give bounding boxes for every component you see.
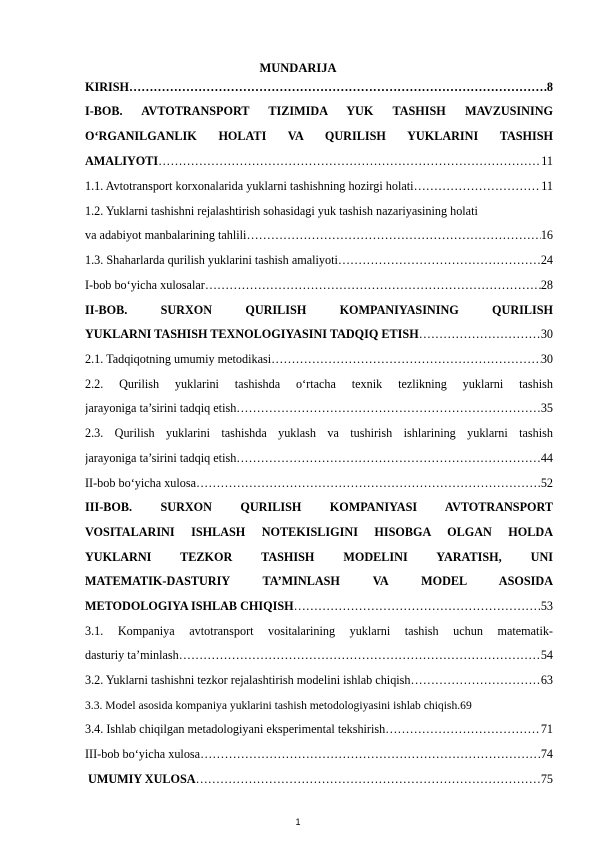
dot-leader	[414, 179, 542, 194]
toc-chapter-3-line-5[interactable]	[85, 599, 553, 614]
toc-entry-label: 3.3. Model asosida kompaniya yuklarini tashish metodologiyasini ishlab chiqish.	[85, 699, 461, 712]
toc-entry-label: jarayoniga ta’sirini tadqiq etish	[85, 451, 237, 465]
toc-section-3-4[interactable]	[85, 722, 553, 737]
toc-entry-label: III-bob bo‘yicha xulosa	[85, 747, 201, 761]
toc-page-number: 16	[540, 228, 553, 242]
toc-section-2-3-line-1[interactable]: 2.3. Qurilish yuklarini tashishda yuklash va tushirish ishlarining yuklarni tashish	[85, 426, 553, 440]
dot-leader	[129, 80, 547, 95]
dot-leader	[385, 722, 541, 737]
toc-section-1-2-line-1[interactable]: 1.2. Yuklarni tashishni rejalashtirish sohasidagi yuk tashish nazariyasining holati	[85, 204, 478, 218]
toc-conclusion-3[interactable]	[85, 747, 553, 762]
dot-leader	[200, 747, 541, 762]
footer-page-number: 1	[295, 817, 301, 827]
toc-page-number: 63	[540, 673, 553, 687]
toc-page-number: 8	[546, 80, 553, 94]
toc-entry-kirish[interactable]	[85, 80, 553, 95]
toc-page-number: 11	[541, 154, 553, 168]
toc-page-number: 52	[540, 476, 553, 490]
toc-entry-label: METODOLOGIYA ISHLAB CHIQISH	[85, 599, 294, 613]
toc-section-1-1[interactable]	[85, 179, 553, 194]
toc-chapter-1-line-2[interactable]: O‘RGANILGANLIK HOLATI VA QURILISH YUKLARINI TASHISH	[85, 129, 553, 143]
toc-entry-label: 1.3. Shaharlarda qurilish yuklarini tashish amaliyoti	[85, 253, 338, 267]
toc-chapter-3-line-1[interactable]: III-BOB. SURXON QURILISH KOMPANIYASI AVTOTRANSPORT	[85, 500, 553, 514]
toc-page-number: 54	[540, 648, 553, 662]
toc-entry-label: 2.1. Tadqiqotning umumiy metodikasi	[85, 352, 272, 366]
toc-page-number: 53	[540, 599, 553, 613]
toc-page-number: 28	[540, 278, 553, 292]
dot-leader	[196, 772, 541, 787]
toc-page-number: 74	[540, 747, 553, 761]
toc-section-3-3[interactable]	[85, 698, 553, 713]
toc-chapter-2-line-1[interactable]: II-BOB. SURXON QURILISH KOMPANIYASINING QURILISH	[85, 303, 553, 317]
dot-leader	[271, 352, 541, 367]
toc-page-number: 35	[540, 401, 553, 415]
toc-section-2-2-line-1[interactable]: 2.2. Qurilish yuklarini tashishda o‘rtacha texnik tezlikning yuklarni tashish	[85, 377, 553, 391]
toc-entry-label: dasturiy ta’minlash	[85, 648, 179, 662]
page-title: MUNDARIJA	[259, 61, 337, 75]
dot-leader	[411, 673, 541, 688]
toc-page-number: 30	[540, 327, 553, 341]
dot-leader	[196, 476, 541, 491]
dot-leader	[236, 451, 541, 466]
toc-section-3-2[interactable]	[85, 673, 553, 688]
toc-page-number: 44	[540, 451, 553, 465]
toc-section-2-1[interactable]	[85, 352, 553, 367]
toc-entry-label: 1.1. Avtotransport korxonalarida yuklarni tashishning hozirgi holati	[85, 179, 414, 193]
toc-page-number: 75	[540, 772, 553, 786]
toc-page-number: 71	[540, 722, 553, 736]
toc-section-2-2-line-2[interactable]	[85, 401, 553, 416]
toc-page-number: 24	[540, 253, 553, 267]
toc-entry-label: YUKLARNI TASHISH TEXNOLOGIYASINI TADQIQ ETISH	[85, 327, 419, 341]
toc-general-conclusion[interactable]	[85, 772, 553, 787]
toc-entry-label: jarayoniga ta’sirini tadqiq etish	[85, 401, 237, 415]
toc-section-1-2-line-2[interactable]	[85, 228, 553, 243]
toc-chapter-1-line-1[interactable]: I-BOB. AVTOTRANSPORT TIZIMIDA YUK TASHISH MAVZUSINING	[85, 104, 553, 118]
dot-leader	[158, 154, 541, 169]
toc-conclusion-2[interactable]	[85, 476, 553, 491]
toc-section-3-1-line-2[interactable]	[85, 648, 553, 663]
dot-leader	[338, 253, 541, 268]
toc-page-number: 11	[541, 179, 553, 193]
toc-chapter-2-line-2[interactable]	[85, 327, 553, 342]
toc-page-number: 30	[540, 352, 553, 366]
toc-entry-label: AMALIYOTI	[85, 154, 159, 168]
toc-chapter-3-line-2[interactable]: VOSITALARINI ISHLASH NOTEKISLIGINI HISOBGA OLGAN HOLDA	[85, 525, 553, 539]
toc-chapter-3-line-4[interactable]: MATEMATIK-DASTURIY TA’MINLASH VA MODEL ASOSIDA	[85, 574, 553, 588]
dot-leader	[419, 327, 541, 342]
toc-entry-label: va adabiyot manbalarining tahlili	[85, 228, 247, 242]
toc-section-3-1-line-1[interactable]: 3.1. Kompaniya avtotransport vositalarining yuklarni tashish uchun matematik-	[85, 624, 553, 638]
toc-entry-label: KIRISH	[85, 80, 130, 94]
dot-leader	[205, 278, 541, 293]
toc-entry-label: I-bob bo‘yicha xulosalar	[85, 278, 205, 292]
toc-entry-label: 3.2. Yuklarni tashishni tezkor rejalashtirish modelini ishlab chiqish	[85, 673, 411, 687]
toc-conclusion-1[interactable]	[85, 278, 553, 293]
dot-leader	[246, 228, 540, 243]
toc-section-2-3-line-2[interactable]	[85, 451, 553, 466]
toc-chapter-1-line-3[interactable]	[85, 154, 553, 169]
toc-section-1-3[interactable]	[85, 253, 553, 268]
toc-entry-label: II-bob bo‘yicha xulosa	[85, 476, 197, 490]
dot-leader	[179, 648, 541, 663]
toc-page-number: 69	[460, 699, 472, 712]
toc-entry-label: UMUMIY XULOSA	[85, 772, 196, 786]
toc-chapter-3-line-3[interactable]: YUKLARNI TEZKOR TASHISH MODELINI YARATISH, UNI	[85, 550, 553, 564]
toc-entry-label: 3.4. Ishlab chiqilgan metadologiyani eksperimental tekshirish	[85, 722, 386, 736]
dot-leader	[236, 401, 541, 416]
dot-leader	[294, 599, 541, 614]
